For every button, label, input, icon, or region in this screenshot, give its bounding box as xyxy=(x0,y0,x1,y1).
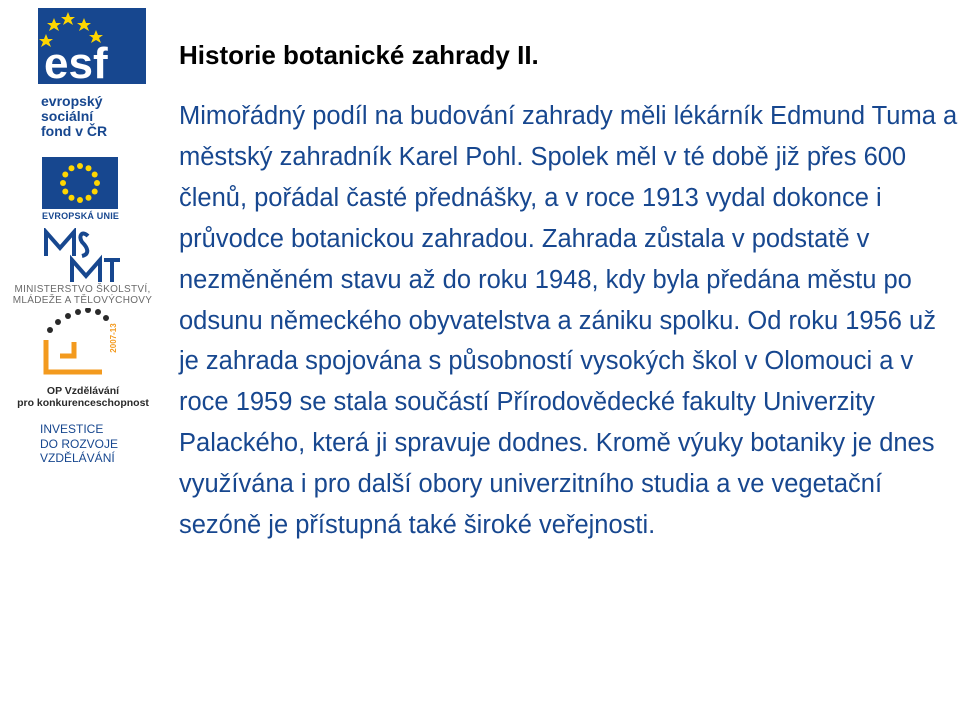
eu-star xyxy=(62,189,68,195)
op-vk-logo xyxy=(40,308,138,376)
invest-caption xyxy=(40,422,118,466)
op-caption-line: pro konkurenceschopnost xyxy=(17,397,149,409)
logo-sidebar xyxy=(0,0,165,708)
eu-star xyxy=(92,189,98,195)
eu-star xyxy=(77,163,83,169)
eu-star xyxy=(86,165,92,171)
eu-flag-icon xyxy=(42,157,118,209)
msmt-caption-line: MINISTERSTVO ŠKOLSTVÍ, xyxy=(14,284,151,295)
invest-caption-line: DO ROZVOJE xyxy=(40,436,119,451)
eu-star xyxy=(69,165,75,171)
esf-caption-line: sociální xyxy=(41,108,94,124)
invest-caption-line: INVESTICE xyxy=(40,422,104,436)
eu-label: EVROPSKÁ UNIE xyxy=(42,211,120,221)
esf-logo-text: esf xyxy=(44,39,108,84)
slide-title: Historie botanické zahrady II. xyxy=(179,40,539,70)
msmt-logo xyxy=(42,228,122,286)
esf-logo xyxy=(38,8,146,84)
op-year-label: 2007-13 xyxy=(109,323,118,353)
eu-star xyxy=(62,172,68,178)
op-caption xyxy=(2,385,164,409)
esf-caption-line: evropský xyxy=(41,93,103,109)
eu-star xyxy=(60,180,66,186)
op-caption-line: OP Vzdělávání xyxy=(46,385,120,397)
esf-caption xyxy=(41,94,151,139)
eu-star xyxy=(69,195,75,201)
slide-body-text: Mimořádný podíl na budování zahrady měli lékárník Edmund Tuma a městský zahradník Karel Pohl. Spolek měl v té době již přes 600 členů, pořádal časté přednášky, a v roce 1913 vydal dokonce i průvodce botanickou zahradou. Zahrada zůstala v podstatě v nezměněném stavu až do roku 1948, kdy byla předána městu po odsunu německého obyvatelstva a zániku spolku. Od roku 1956 už je zahrada spojována s působností vysokých škol v Olomouci a v roce 1959 se stala součástí Přírodovědecké fakulty Univerzity Palackého, která ji spravuje dodnes. Kromě výuky botaniky je dnes využívána i pro další obory univerzitního studia a ve vegetační sezóně je přístupná také široké veřejnosti. xyxy=(179,102,958,540)
eu-star xyxy=(86,195,92,201)
eu-star xyxy=(94,180,100,186)
esf-caption-line: fond v ČR xyxy=(41,123,108,139)
msmt-caption xyxy=(0,284,165,306)
msmt-caption-line: MLÁDEŽE A TĚLOVÝCHOVY xyxy=(12,295,153,306)
invest-caption-line: VZDĚLÁVÁNÍ xyxy=(40,451,115,465)
eu-star xyxy=(77,197,83,203)
eu-star xyxy=(92,172,98,178)
